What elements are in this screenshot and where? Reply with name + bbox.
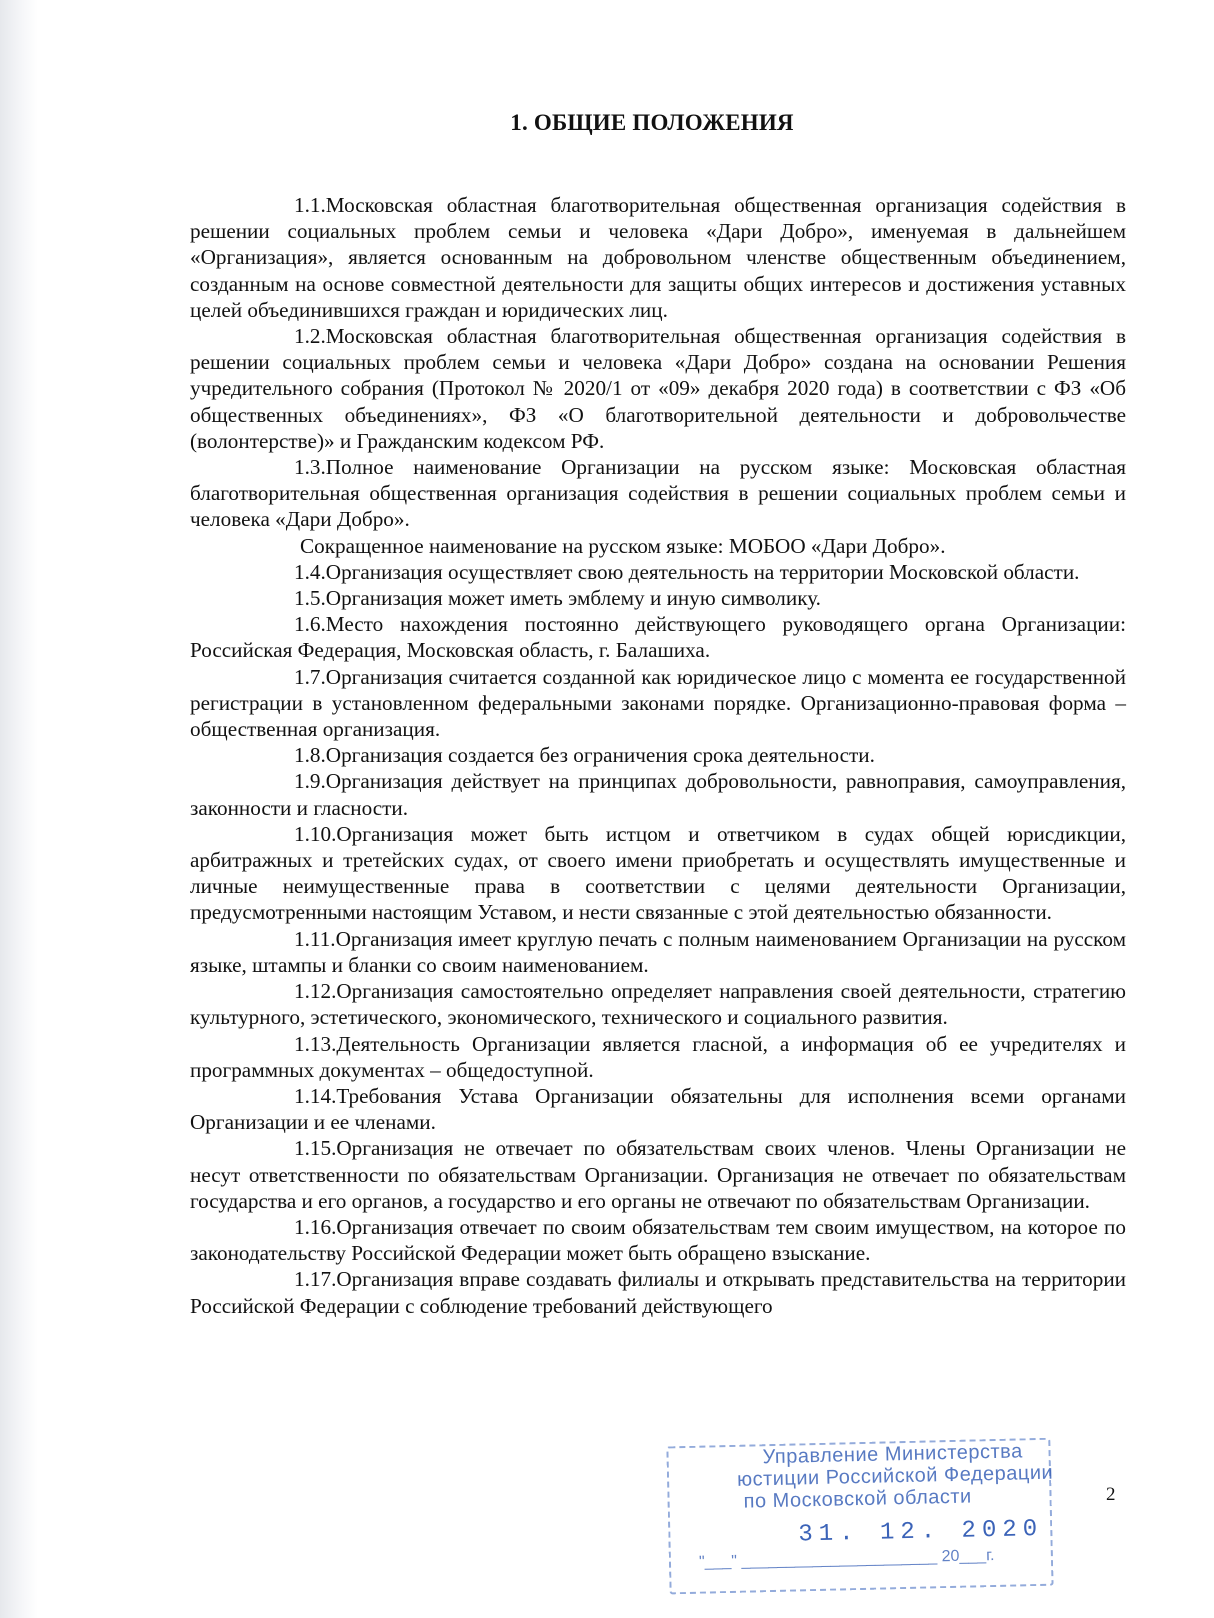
paragraph-1-1: 1.1.Московская областная благотворительная общественная организация содействия в решении социальных проблем семьи и человека «Дари Добро», именуемая в дальнейшем «Организация», является основанным на добровольном членстве общественным объединением, созданным на основе совместной деятельности для защиты общих интересов и достижения уставных целей объединившихся граждан и юридических лиц. [190, 193, 1126, 322]
stamp-signature-line: "___" ______________________ 20___г. [698, 1547, 995, 1571]
paragraph-1-9: 1.9.Организация действует на принципах добровольности, равноправия, самоуправления, законности и гласности. [190, 769, 1126, 820]
paragraph-1-4: 1.4.Организация осуществляет свою деятельность на территории Московской области. [294, 559, 1080, 584]
stamp-line-1: Управление Министерства [762, 1440, 1023, 1469]
paragraph-1-16: 1.16.Организация отвечает по своим обязательствам тем своим имуществом, на которое по законодательству Российской Федерации может быть обращено взыскание. [190, 1214, 1126, 1266]
paragraph-1-14: 1.14.Требования Устава Организации обязательны для исполнения всеми органами Организации и ее членами. [190, 1083, 1126, 1135]
paragraph-1-8: 1.8.Организация создается без ограничения срока деятельности. [294, 743, 875, 768]
paragraph-1-10: 1.10.Организация может быть истцом и ответчиком в судах общей юрисдикции, арбитражных и третейских судах, от своего имени приобретать и осуществлять имущественные и личные неимущественные права в соответствии с целями деятельности Организации, предусмотренными настоящим Уставом, и нести связанные с этой деятельностью обязанности. [190, 821, 1126, 925]
paragraph-short-name: Сокращенное наименование на русском языке: МОБОО «Дари Добро». [300, 533, 946, 558]
paragraph-1-15: 1.15.Организация не отвечает по обязательствам своих членов. Члены Организации не несут ответственности по обязательствам Организации. Организация не отвечает по обязательствам государства и его органов, а государство и его органы не отвечают по обязательствам Организации. [190, 1136, 1126, 1213]
paragraph-1-3: 1.3.Полное наименование Организации на русском языке: Московская областная благотворительная общественная организация содействия в решении социальных проблем семьи и человека «Дари Добро». [190, 455, 1126, 532]
paragraph-1-7: 1.7.Организация считается созданной как юридическое лицо с момента ее государственной регистрации в установленном федеральными законами порядке. Организационно-правовая форма – общественная организация. [190, 664, 1126, 742]
paragraph-1-13: 1.13.Деятельность Организации является гласной, а информация об ее учредителях и программных документах – общедоступной. [190, 1031, 1126, 1082]
document-body [190, 192, 1126, 1319]
page-spine-shadow [0, 0, 38, 1618]
stamp-date: 31. 12. 2020 [798, 1515, 1044, 1549]
paragraph-1-12: 1.12.Организация самостоятельно определяет направления своей деятельности, стратегию культурного, эстетического, экономического, технического и социального развития. [190, 979, 1126, 1030]
paragraph-1-5: 1.5.Организация может иметь эмблему и иную символику. [294, 586, 821, 611]
section-heading: 1. ОБЩИЕ ПОЛОЖЕНИЯ [510, 110, 794, 135]
registration-stamp [666, 1438, 1057, 1599]
paragraph-1-17: 1.17.Организация вправе создавать филиалы и открывать представительства на территории Российской Федерации с соблюдение требований действующего [190, 1267, 1126, 1318]
paragraph-1-11: 1.11.Организация имеет круглую печать с полным наименованием Организации на русском языке, штампы и бланки со своим наименованием. [190, 926, 1126, 977]
stamp-line-3: по Московской области [743, 1485, 972, 1513]
page-number: 2 [1106, 1484, 1116, 1505]
paragraph-1-6: 1.6.Место нахождения постоянно действующего руководящего органа Организации: Российская Федерация, Московская область, г. Балашиха. [190, 612, 1126, 663]
stamp-line-2: юстиции Российской Федерации [736, 1461, 1054, 1491]
paragraph-1-2: 1.2.Московская областная благотворительная общественная организация содействия в решении социальных проблем семьи и человека «Дари Добро» создана на основании Решения учредительного собрания (Протокол № 2020/1 от «09» декабря 2020 года) в соответствии с ФЗ «Об общественных объединениях», ФЗ «О благотворительной деятельности и добровольчестве (волонтерстве)» и Гражданским кодексом РФ. [190, 324, 1126, 453]
